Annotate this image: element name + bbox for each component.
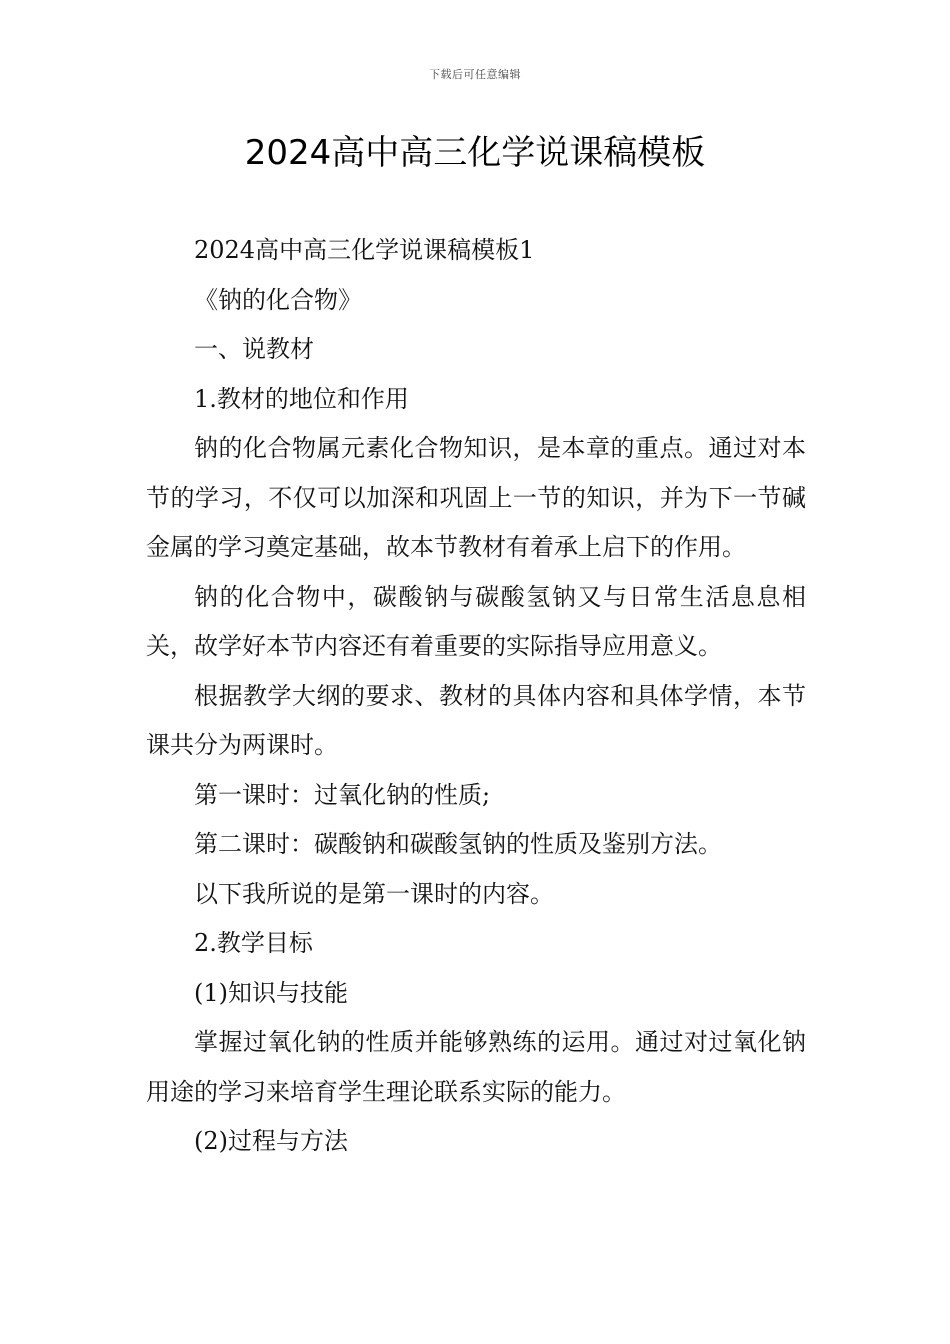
subsection-heading: 2.教学目标 <box>194 929 313 957</box>
lesson-title: 《钠的化合物》 <box>194 285 362 314</box>
body-paragraph: 第一课时：过氧化钠的性质; <box>194 780 491 809</box>
body-paragraph: 根据教学大纲的要求、教材的具体内容和具体学情，本节课共分为两课时。 <box>146 681 806 759</box>
header-note: 下载后可任意编辑 <box>429 68 521 81</box>
body-paragraph: 钠的化合物中，碳酸钠与碳酸氢钠又与日常生活息息相关，故学好本节内容还有着重要的实际指导应用意义。 <box>146 582 806 660</box>
body-paragraph: 掌握过氧化钠的性质并能够熟练的运用。通过对过氧化钠用途的学习来培育学生理论联系实际的能力。 <box>146 1028 806 1106</box>
subsection-heading: (2)过程与方法 <box>194 1127 348 1155</box>
document-body <box>146 226 806 1167</box>
section-heading: 2024高中高三化学说课稿模板1 <box>194 236 535 264</box>
body-paragraph: 第二课时：碳酸钠和碳酸氢钠的性质及鉴别方法。 <box>194 830 722 858</box>
subsection-heading: (1)知识与技能 <box>194 978 348 1007</box>
body-paragraph: 钠的化合物属元素化合物知识，是本章的重点。通过对本节的学习，不仅可以加深和巩固上一节的知识，并为下一节碱金属的学习奠定基础，故本节教材有着承上启下的作用。 <box>146 434 806 561</box>
section-heading: 一、说教材 <box>194 335 314 363</box>
body-paragraph: 以下我所说的是第一课时的内容。 <box>194 879 554 908</box>
subsection-heading: 1.教材的地位和作用 <box>194 384 409 413</box>
document-title: 2024高中高三化学说课稿模板 <box>244 133 706 173</box>
